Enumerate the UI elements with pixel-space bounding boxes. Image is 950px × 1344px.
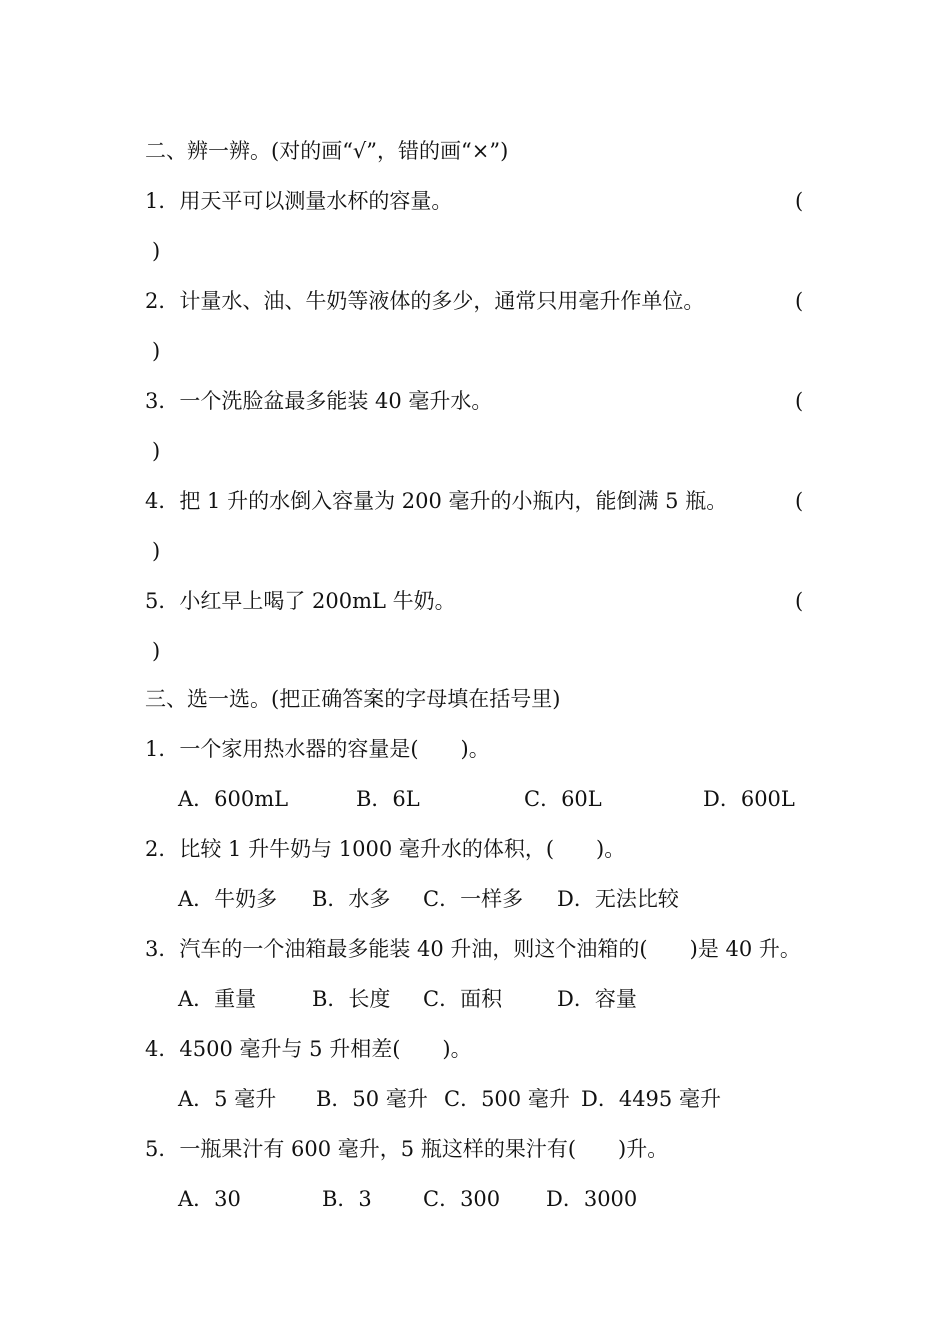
answer-paren-close-3: ): [152, 439, 161, 463]
q2-option-c[interactable]: C．一样多: [423, 887, 524, 911]
answer-paren-open-5[interactable]: (: [795, 589, 804, 613]
q2-option-d[interactable]: D．无法比较: [557, 887, 679, 911]
choice-question-1: 1．一个家用热水器的容量是( )。: [145, 737, 490, 761]
section3-heading: 三、选一选。(把正确答案的字母填在括号里): [145, 687, 561, 711]
q4-option-c[interactable]: C．500 毫升: [444, 1087, 570, 1111]
q1-option-b[interactable]: B．6L: [356, 787, 420, 811]
q4-option-a[interactable]: A．5 毫升: [178, 1087, 277, 1111]
answer-paren-close-5: ): [152, 639, 161, 663]
answer-paren-close-4: ): [152, 539, 161, 563]
q3-option-d[interactable]: D．容量: [557, 987, 637, 1011]
q2-option-b[interactable]: B．水多: [312, 887, 391, 911]
judge-item-3: 3．一个洗脸盆最多能装 40 毫升水。: [145, 389, 493, 413]
q2-option-a[interactable]: A．牛奶多: [178, 887, 278, 911]
q1-option-c[interactable]: C．60L: [524, 787, 602, 811]
choice-question-3: 3．汽车的一个油箱最多能装 40 升油，则这个油箱的( )是 40 升。: [145, 937, 801, 961]
judge-item-5: 5．小红早上喝了 200mL 牛奶。: [145, 589, 456, 613]
q5-option-a[interactable]: A．30: [178, 1187, 241, 1211]
q4-option-d[interactable]: D．4495 毫升: [581, 1087, 721, 1111]
q3-option-b[interactable]: B．长度: [312, 987, 391, 1011]
answer-paren-open-1[interactable]: (: [795, 189, 804, 213]
answer-paren-open-2[interactable]: (: [795, 289, 804, 313]
answer-paren-open-4[interactable]: (: [795, 489, 804, 513]
answer-paren-open-3[interactable]: (: [795, 389, 804, 413]
judge-item-2: 2．计量水、油、牛奶等液体的多少，通常只用毫升作单位。: [145, 289, 705, 313]
q5-option-c[interactable]: C．300: [423, 1187, 501, 1211]
answer-paren-close-2: ): [152, 339, 161, 363]
q3-option-a[interactable]: A．重量: [178, 987, 257, 1011]
q3-option-c[interactable]: C．面积: [423, 987, 503, 1011]
judge-item-4: 4．把 1 升的水倒入容量为 200 毫升的小瓶内，能倒满 5 瓶。: [145, 489, 728, 513]
choice-question-4: 4．4500 毫升与 5 升相差( )。: [145, 1037, 472, 1061]
judge-item-1: 1．用天平可以测量水杯的容量。: [145, 189, 453, 213]
q1-option-d[interactable]: D．600L: [703, 787, 795, 811]
q5-option-b[interactable]: B．3: [322, 1187, 372, 1211]
q1-option-a[interactable]: A．600mL: [178, 787, 289, 811]
choice-question-5: 5．一瓶果汁有 600 毫升，5 瓶这样的果汁有( )升。: [145, 1137, 669, 1161]
choice-question-2: 2．比较 1 升牛奶与 1000 毫升水的体积，( )。: [145, 837, 626, 861]
answer-paren-close-1: ): [152, 239, 161, 263]
q5-option-d[interactable]: D．3000: [546, 1187, 638, 1211]
section2-heading: 二、辨一辨。(对的画“√”，错的画“×”): [145, 139, 509, 163]
q4-option-b[interactable]: B．50 毫升: [316, 1087, 428, 1111]
